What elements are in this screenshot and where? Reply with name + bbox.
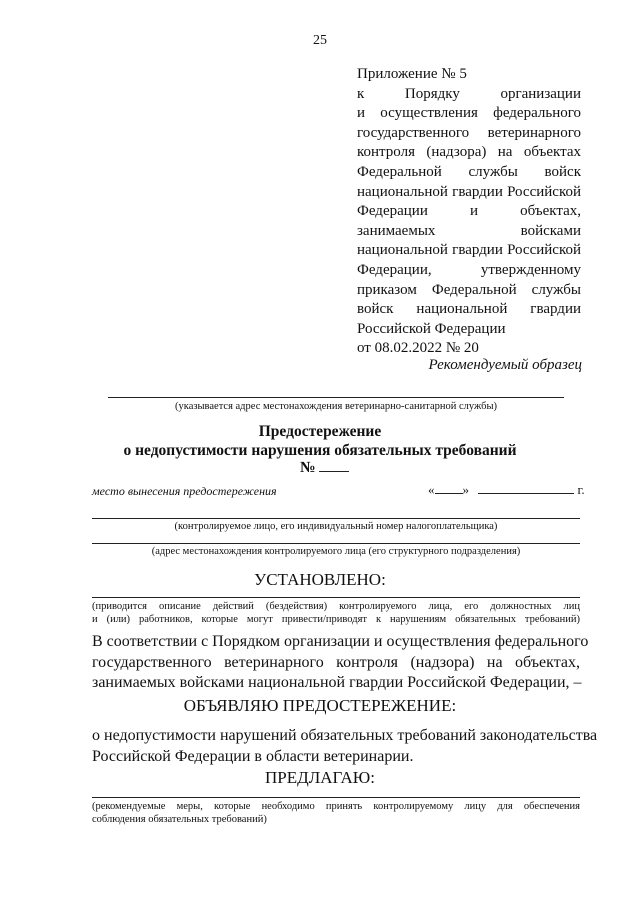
description-caption	[92, 600, 580, 626]
annex-line: Федерации, утвержденному	[357, 261, 581, 278]
date-close-quote: »	[462, 482, 469, 497]
annex-line: государственного ветеринарного	[357, 124, 581, 141]
inadmissibility-paragraph-line: о недопустимости нарушений обязательных требований законодательства	[92, 727, 598, 744]
document-title: Предостережение	[258, 423, 382, 440]
date-open-quote: «	[428, 482, 435, 497]
annex-line: Приложение № 5	[357, 66, 467, 82]
annex-block	[357, 65, 581, 359]
controlled-person-line	[92, 518, 580, 519]
place-label: место вынесения предостережения	[92, 484, 277, 498]
annex-line: национальной гвардии Российской	[357, 242, 581, 259]
description-caption-line: (приводится описание действий (бездействия) контролируемого лица, его должностных лиц	[92, 601, 580, 612]
basis-paragraph-line: государственного ветеринарного контроля (надзора) на объектах,	[92, 653, 580, 671]
annex-line: войск национальной гвардии	[357, 301, 581, 318]
description-caption-line: и (или) работников, которые могут привести/приводят к нарушениям обязательных требований)	[92, 614, 580, 625]
day-blank	[435, 482, 463, 494]
address-caption: (указывается адрес местонахождения ветеринарно-санитарной службы)	[175, 401, 497, 412]
annex-line: Федерации и объектах,	[357, 203, 581, 220]
page-number: 25	[313, 33, 327, 48]
measures-caption-line: соблюдения обязательных требований)	[92, 814, 267, 825]
controlled-address-line	[92, 543, 580, 544]
address-line	[108, 397, 564, 398]
annex-line: Российской Федерации	[357, 320, 506, 337]
annex-line: занимаемых войсками	[357, 222, 581, 239]
measures-caption	[92, 800, 580, 826]
year-suffix: г.	[577, 482, 585, 497]
propose-heading: ПРЕДЛАГАЮ:	[265, 768, 375, 787]
declare-heading: ОБЪЯВЛЯЮ ПРЕДОСТЕРЕЖЕНИЕ:	[183, 696, 457, 715]
number-sign: №	[300, 459, 316, 476]
annex-line: контроля (надзора) на объектах	[357, 144, 581, 161]
measures-caption-line: (рекомендуемые меры, которые необходимо принять контролируемому лицу для обеспечения	[92, 801, 580, 812]
annex-line: национальной гвардии Российской	[357, 183, 581, 200]
measures-line	[92, 797, 580, 798]
date-field	[428, 482, 585, 498]
controlled-address-caption: (адрес местонахождения контролируемого лица (его структурного подразделения)	[151, 546, 521, 557]
established-heading: УСТАНОВЛЕНО:	[254, 570, 386, 589]
annex-line: приказом Федеральной службы	[357, 281, 581, 298]
document-subtitle: о недопустимости нарушения обязательных требований	[123, 442, 517, 459]
document-number	[300, 459, 380, 477]
description-line	[92, 597, 580, 598]
annex-line: от 08.02.2022 № 20	[357, 340, 479, 357]
basis-paragraph-line: В соответствии с Порядком организации и осуществления федерального	[92, 633, 589, 650]
inadmissibility-paragraph	[92, 726, 598, 767]
basis-paragraph	[92, 632, 589, 694]
annex-line: к Порядку организации	[357, 85, 581, 102]
sample-label: Рекомендуемый образец	[428, 357, 582, 373]
annex-line: Федеральной службы войск	[357, 163, 581, 180]
month-year-blank	[478, 482, 574, 494]
number-blank	[319, 459, 349, 472]
annex-line: и осуществления федерального	[357, 105, 581, 122]
inadmissibility-paragraph-line: Российской Федерации в области ветеринарии.	[92, 747, 414, 765]
basis-paragraph-line: занимаемых войсками национальной гвардии Российской Федерации, –	[92, 674, 582, 691]
controlled-person-caption: (контролируемое лицо, его индивидуальный номер налогоплательщика)	[174, 521, 498, 532]
